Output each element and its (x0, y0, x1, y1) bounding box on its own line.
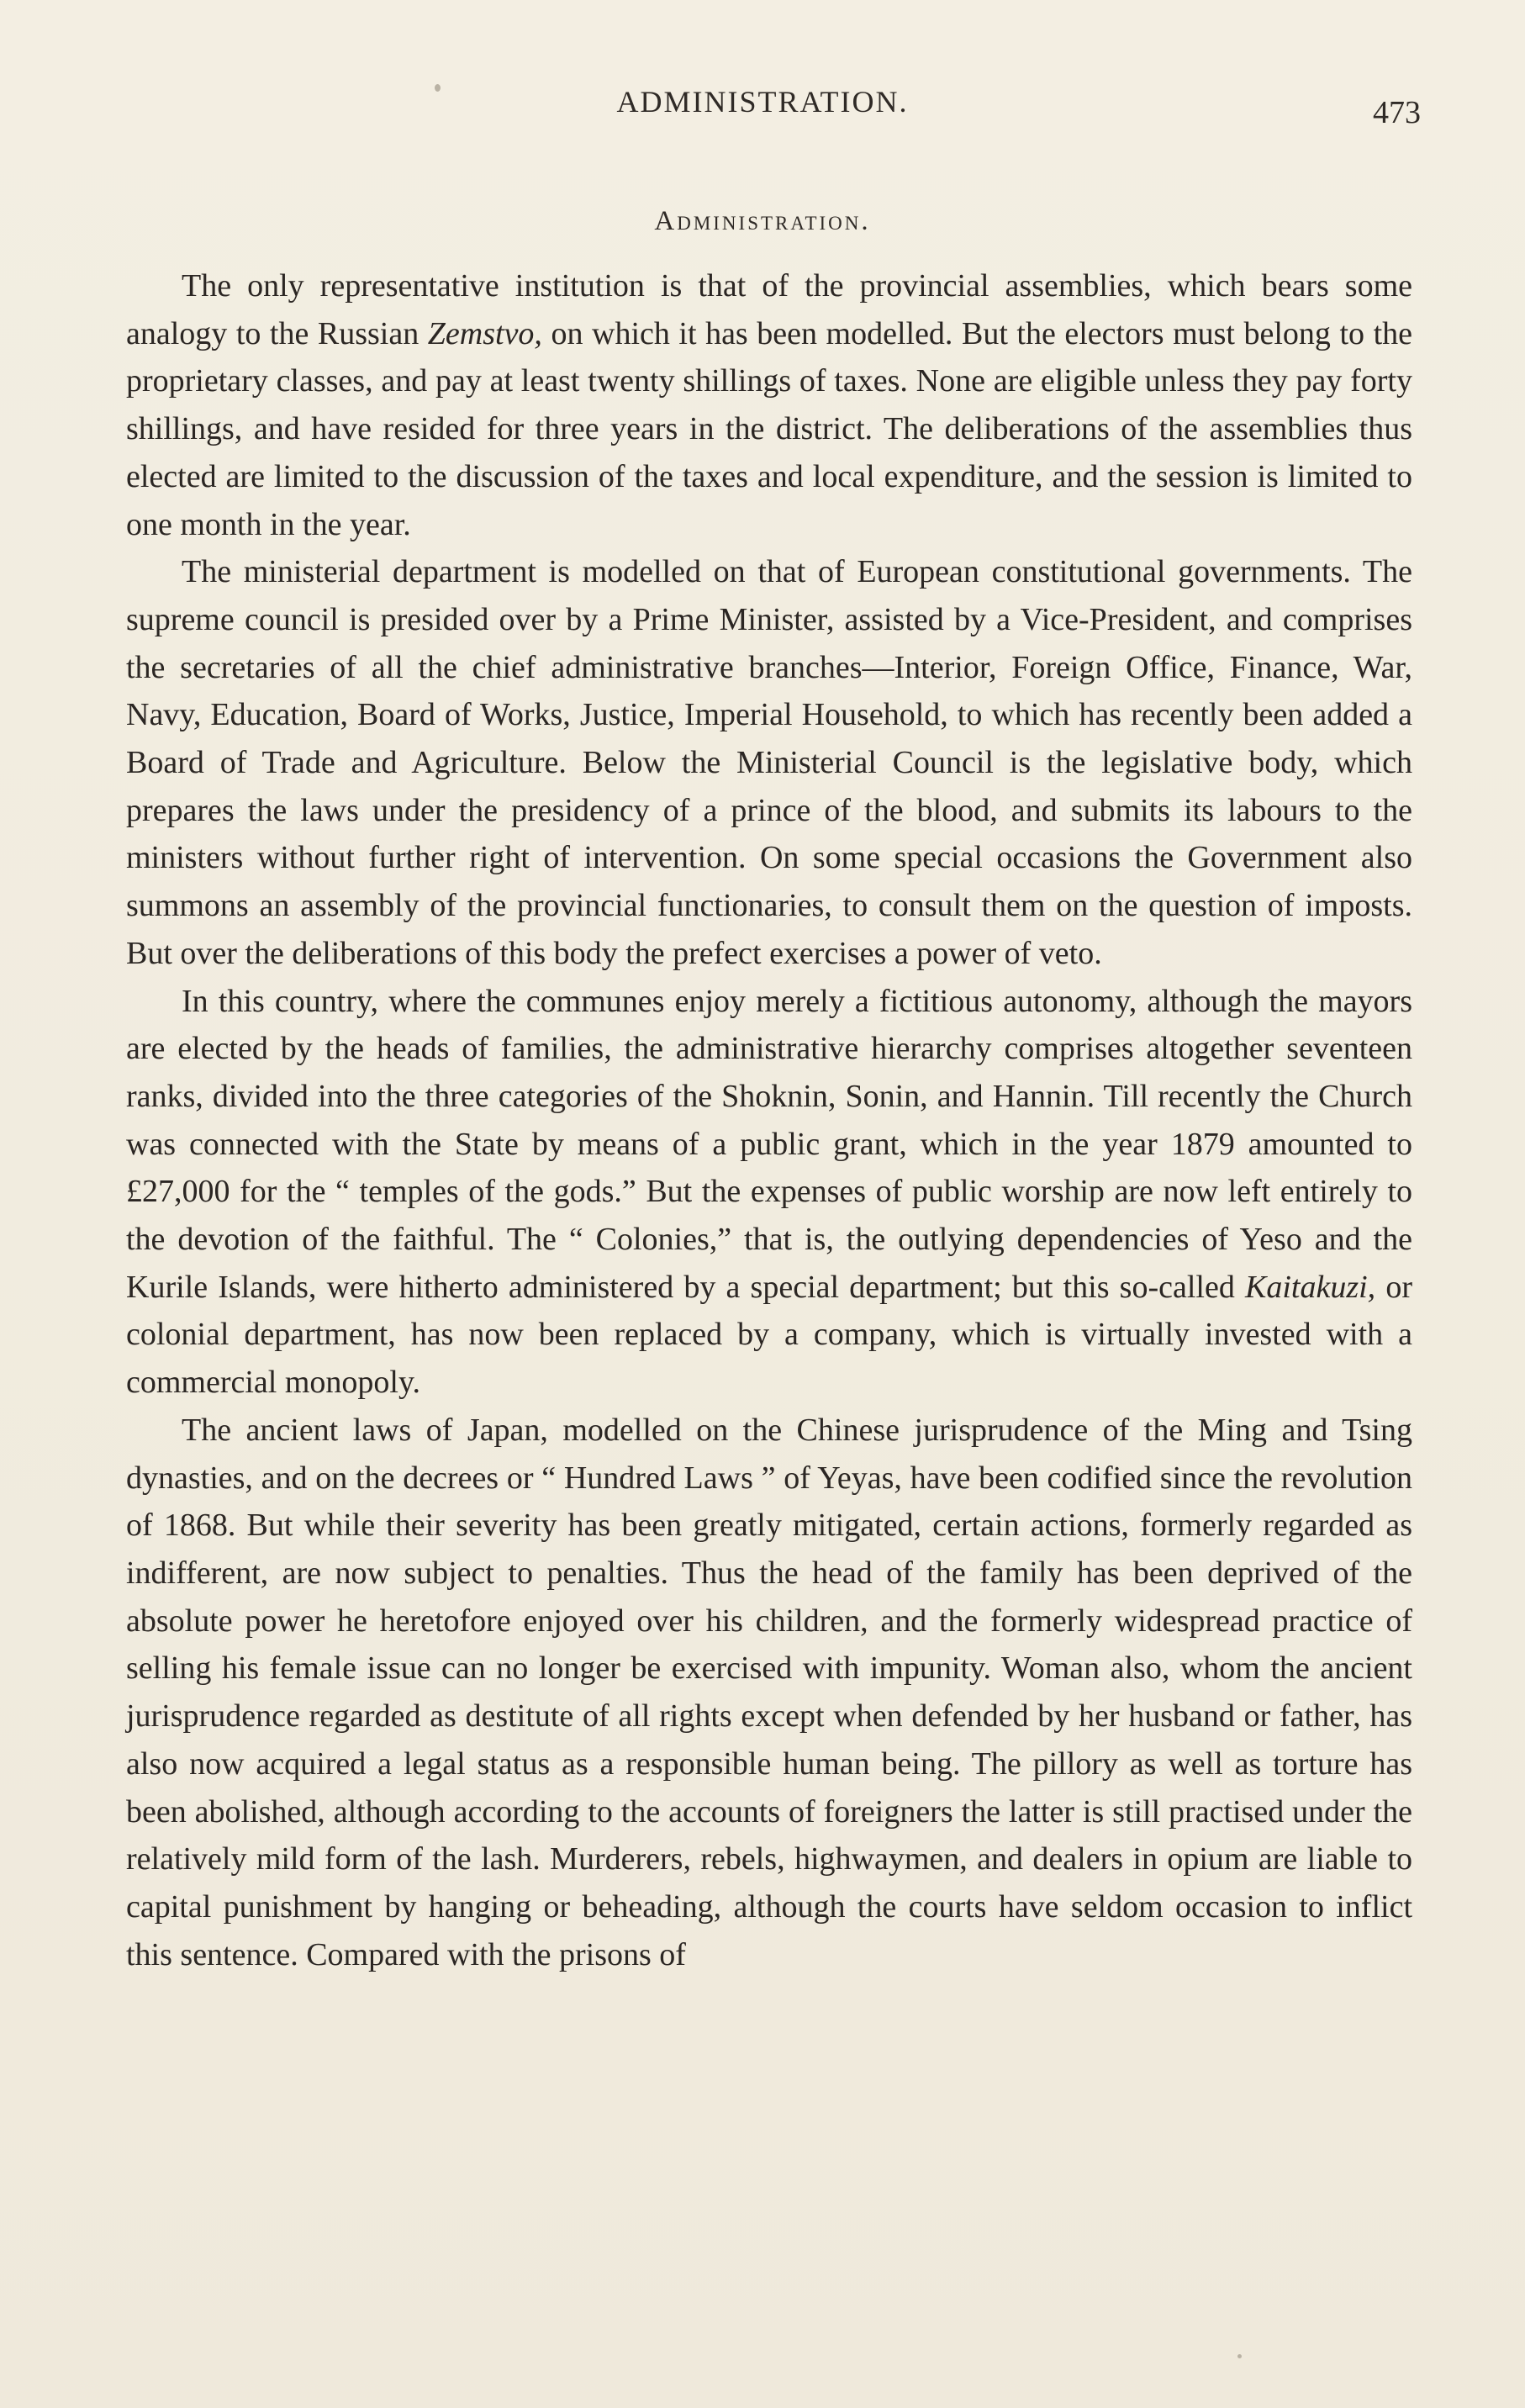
paragraph-provincial-assemblies: The only representative institution is that of the provincial assemblies, which bears some analogy to the Russian Zemstvo, on which it has been modelled. But the electors must belong to the proprietary classes, and pay at least twenty shillings of taxes. None are eligible unless they pay forty shillings, and have resided for three years in the district. The deliberations of the assemblies thus elected are limited to the discussion of the taxes and local expenditure, and the session is limited to one month in the year. (126, 268, 1412, 542)
body-text (126, 262, 1412, 1978)
running-header-title: ADMINISTRATION. (616, 85, 909, 119)
paragraph-administrative-hierarchy: In this country, where the communes enjoy merely a fictitious autonomy, although the mayors are elected by the heads of families, the administrative hierarchy comprises altogether seventeen ranks, divided into the three categories of the Shoknin, Sonin, and Hannin. Till recently the Church was connected with the State by means of a public grant, which in the year 1879 amounted to £27,000 for the “ temples of the gods.” But the expenses of public worship are now left entirely to the devotion of the faithful. The “ Colonies,” that is, the outlying dependencies of Yeso and the Kurile Islands, were hitherto administered by a special department; but this so-called Kaitakuzi, or colonial department, has now been replaced by a company, which is virtually invested with a commercial monopoly. (126, 983, 1413, 1401)
paragraph-ministerial-department: The ministerial department is modelled on that of European constitutional governments. The supreme council is presided over by a Prime Minister, assisted by a Vice-President, and comprises the secretaries of all the chief administrative branches—Interior, Foreign Office, Finance, War, Navy, Education, Board of Works, Justice, Imperial Household, to which has recently been added a Board of Trade and Agriculture. Below the Ministerial Council is the legislative body, which prepares the laws under the presidency of a prince of the blood, and submits its labours to the ministers without further right of intervention. On some special occasions the Government also summons an assembly of the provincial functionaries, to consult them on the question of imposts. But over the deliberations of this body the prefect exercises a power of veto. (126, 554, 1412, 971)
paragraph-ancient-laws: The ancient laws of Japan, modelled on the Chinese jurisprudence of the Ming and Tsing dynasties, and on the decrees or “ Hundred Laws ” of Yeyas, have been codified since the revolution of 1868. But while their severity has been greatly mitigated, certain actions, formerly regarded as indifferent, are now subject to penalties. Thus the head of the family has been deprived of the absolute power he heretofore enjoyed over his children, and the formerly widespread practice of selling his female issue can no longer be exercised with impunity. Woman also, whom the ancient jurisprudence regarded as destitute of all rights except when defended by her husband or father, has also now acquired a legal status as a responsible human being. The pillory as well as torture has been abolished, although according to the accounts of foreigners the latter is still practised under the relatively mild form of the lash. Murderers, rebels, highwaymen, and dealers in opium are liable to capital punishment by hanging or beheading, although the courts have seldom occasion to inflict this sentence. Compared with the prisons of (126, 1412, 1412, 1972)
italic-term-kaitakuzi: Kaitakuzi, (1245, 1269, 1376, 1305)
page-number: 473 (1373, 95, 1421, 130)
italic-term-zemstvo: Zemstvo, (427, 315, 542, 351)
section-heading: Administration. (654, 206, 871, 236)
paper-speck (435, 84, 441, 92)
paper-speck (1237, 2354, 1242, 2358)
